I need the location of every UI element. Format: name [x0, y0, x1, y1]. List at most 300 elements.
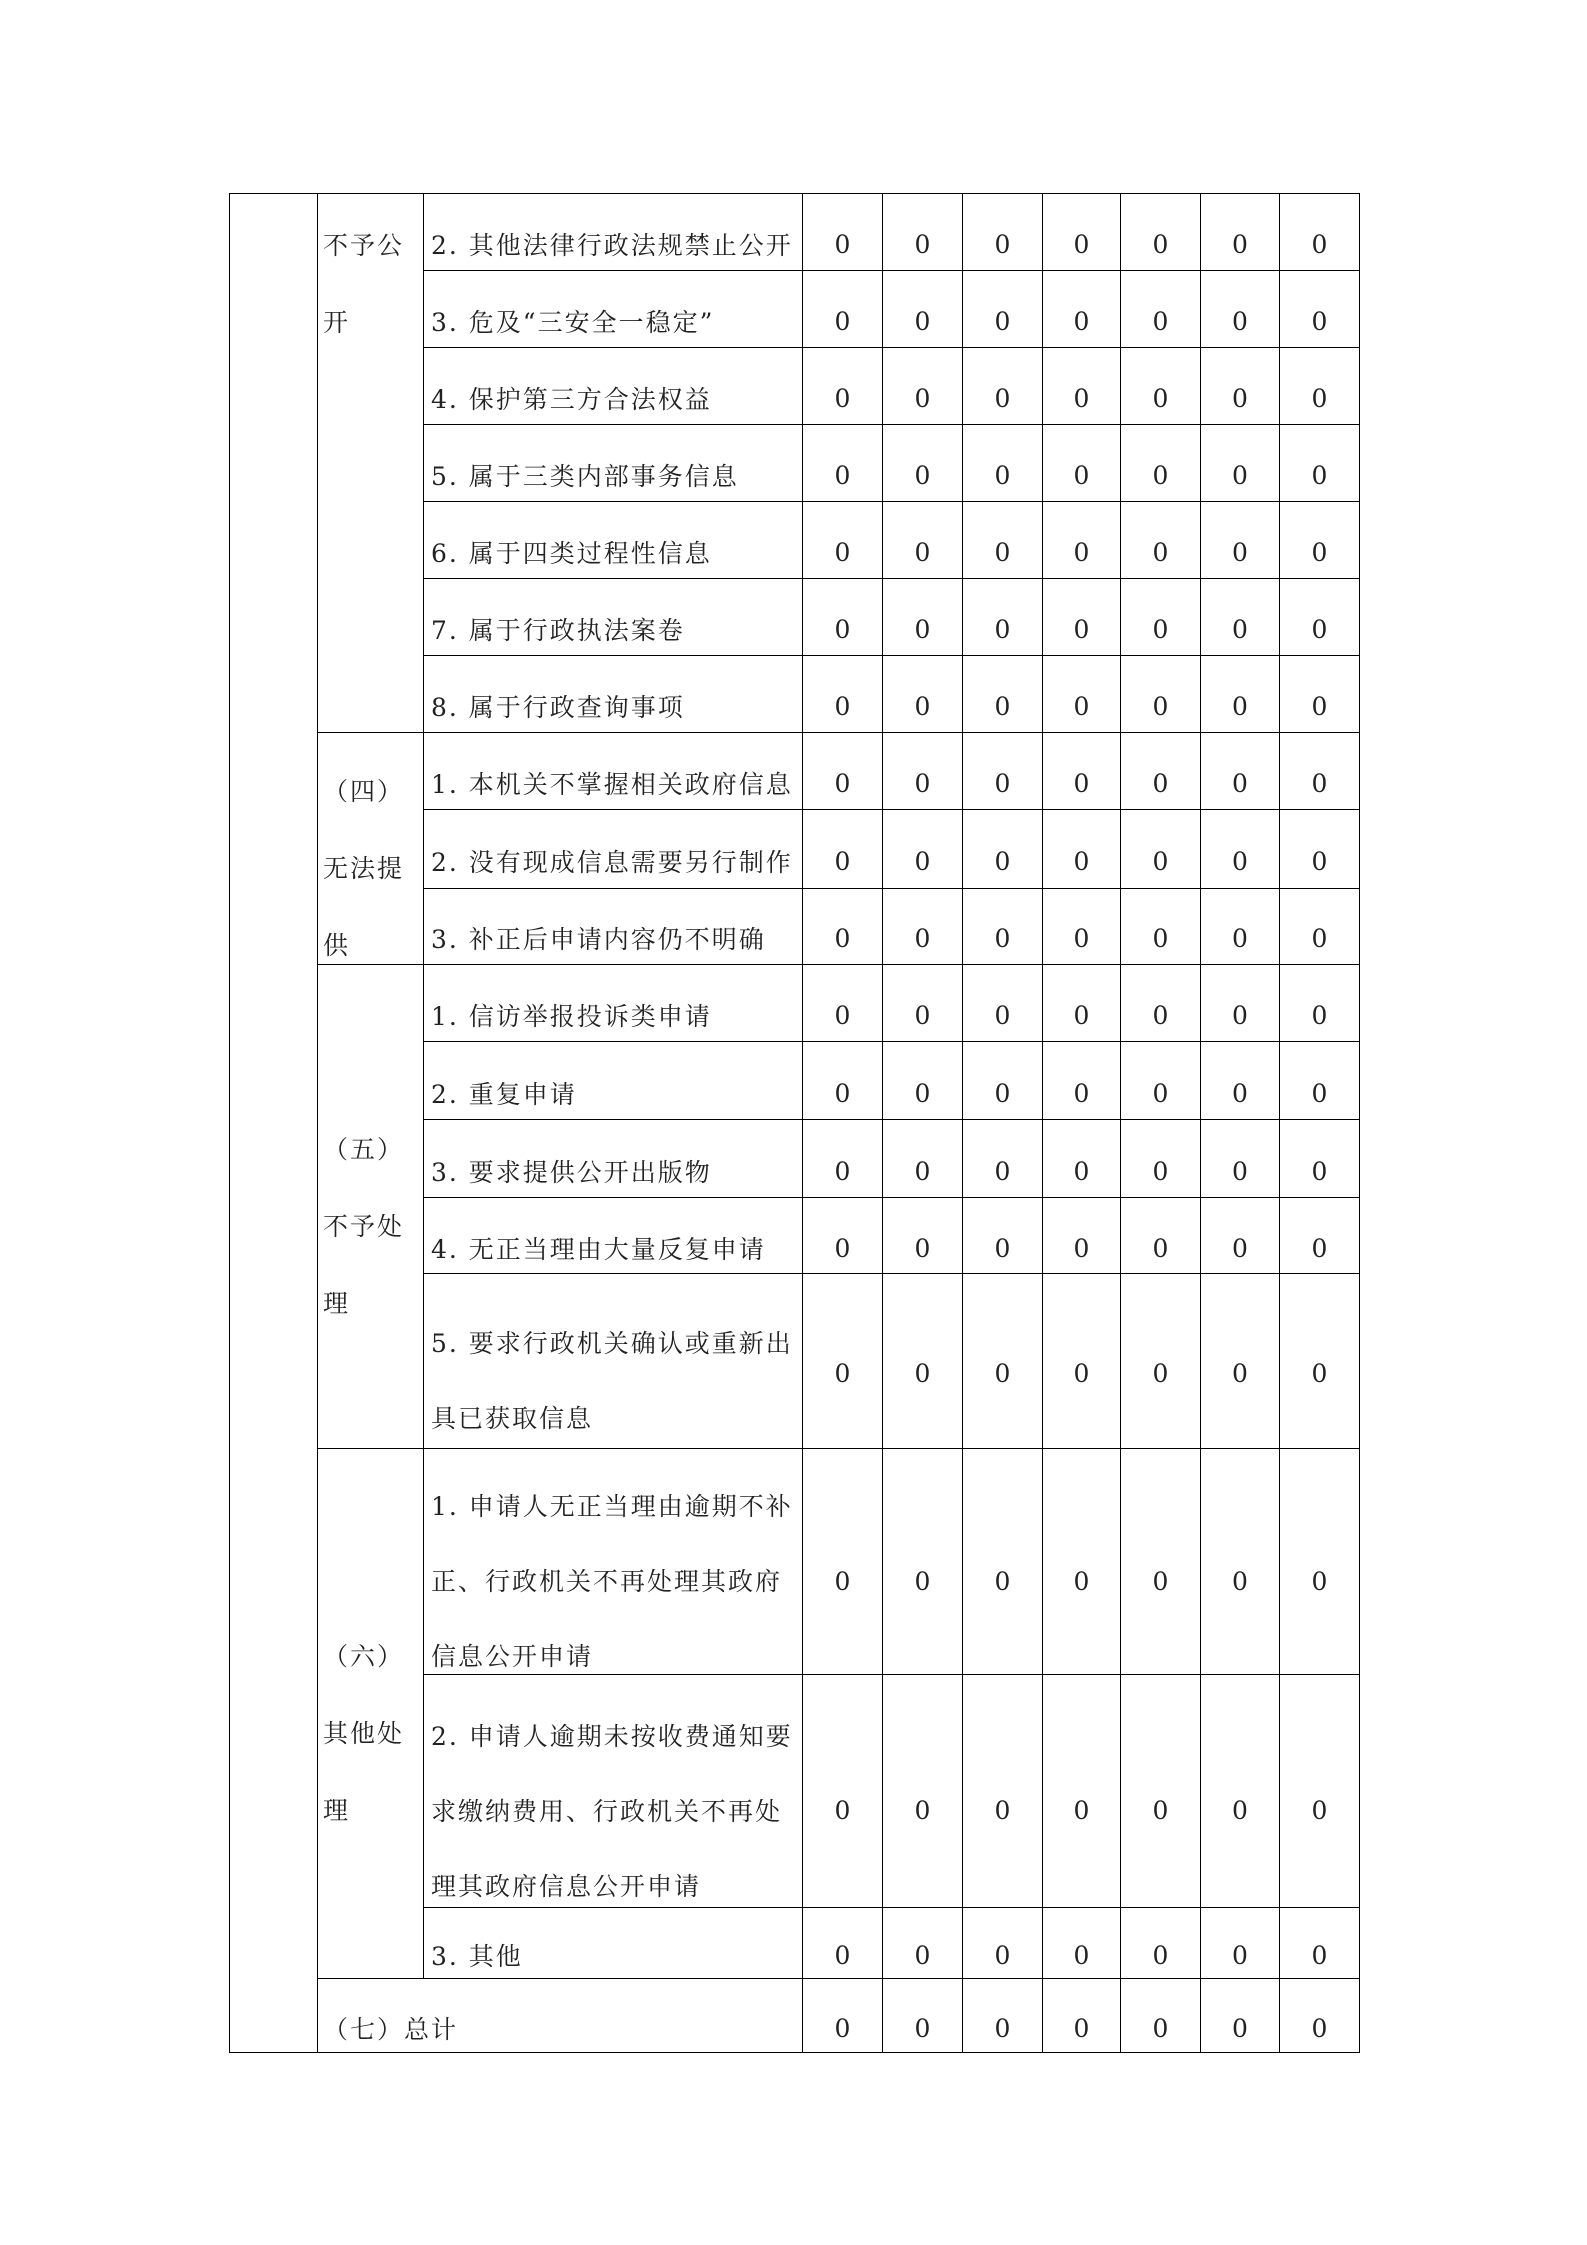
value-text: 0 — [1152, 692, 1169, 721]
value-cell — [963, 656, 1043, 733]
value-text: 0 — [1232, 1359, 1248, 1388]
value-text: 0 — [994, 769, 1011, 799]
value-cell — [803, 1274, 883, 1449]
value-text: 0 — [1232, 769, 1248, 799]
value-text: 0 — [1073, 692, 1090, 721]
value-cell — [1043, 502, 1121, 579]
value-text: 0 — [1073, 1359, 1090, 1388]
value-cell — [883, 1449, 963, 1675]
value-cell — [1043, 271, 1121, 348]
value-cell — [1280, 1120, 1360, 1198]
value-cell — [963, 1042, 1043, 1120]
value-cell — [883, 1908, 963, 1979]
table-row — [230, 1449, 1360, 1675]
value-cell — [1043, 1198, 1121, 1274]
group-label-cell — [318, 733, 424, 965]
value-cell — [1043, 965, 1121, 1042]
item-label-cell — [424, 579, 803, 656]
value-cell — [963, 1675, 1043, 1908]
value-text: 0 — [834, 2013, 851, 2043]
value-text: 0 — [1232, 461, 1248, 490]
value-cell — [1121, 1979, 1201, 2053]
value-text: 0 — [914, 1941, 931, 1970]
value-text: 0 — [994, 461, 1011, 490]
value-text: 0 — [1073, 924, 1090, 954]
value-text: 0 — [1152, 1359, 1169, 1388]
value-text: 0 — [994, 1156, 1011, 1186]
value-cell — [1201, 888, 1280, 964]
value-cell — [803, 888, 883, 964]
value-cell — [1121, 1908, 1201, 1979]
value-text: 0 — [1311, 384, 1328, 413]
group-label-line: （六） — [323, 1642, 405, 1671]
value-cell — [1043, 1120, 1121, 1198]
value-cell — [1201, 656, 1280, 733]
value-text: 0 — [914, 538, 931, 567]
value-text: 0 — [1152, 1796, 1169, 1825]
value-cell — [1121, 888, 1201, 964]
value-cell — [1043, 425, 1121, 502]
value-text: 0 — [1311, 538, 1328, 567]
value-text: 0 — [1311, 307, 1328, 336]
value-text: 0 — [994, 692, 1011, 721]
value-cell — [1201, 1449, 1280, 1675]
total-label-text: （七）总计 — [323, 2014, 459, 2044]
item-label-cell — [424, 1198, 803, 1274]
item-label-line: 3. 补正后申请内容仍不明确 — [431, 925, 766, 955]
value-cell — [1121, 1449, 1201, 1675]
value-text: 0 — [834, 230, 851, 259]
item-label-line: 1. 申请人无正当理由逾期不补 — [431, 1492, 793, 1521]
value-cell — [803, 1908, 883, 1979]
value-text: 0 — [1152, 384, 1169, 413]
value-text: 0 — [914, 769, 931, 799]
value-text: 0 — [834, 1001, 851, 1030]
group-label-cell — [318, 194, 424, 733]
value-cell — [1280, 1908, 1360, 1979]
value-text: 0 — [1232, 538, 1248, 567]
value-text: 0 — [1152, 2013, 1169, 2043]
value-cell — [1201, 733, 1280, 810]
table-row — [230, 194, 1360, 271]
value-text: 0 — [914, 615, 931, 644]
value-cell — [1280, 1675, 1360, 1908]
group-label-line: 供 — [323, 931, 351, 960]
value-cell — [1280, 1979, 1360, 2053]
item-label-cell — [424, 502, 803, 579]
value-text: 0 — [994, 1359, 1011, 1388]
value-text: 0 — [1152, 1156, 1169, 1186]
value-text: 0 — [1073, 846, 1090, 876]
value-cell — [883, 579, 963, 656]
value-cell — [803, 271, 883, 348]
value-text: 0 — [914, 1233, 931, 1263]
value-cell — [1280, 425, 1360, 502]
table-row — [230, 965, 1360, 1042]
value-text: 0 — [1232, 1078, 1248, 1108]
value-cell — [1043, 1042, 1121, 1120]
value-cell — [1280, 1042, 1360, 1120]
item-label-cell — [424, 810, 803, 888]
value-text: 0 — [994, 1078, 1011, 1108]
value-text: 0 — [1311, 230, 1328, 259]
value-text: 0 — [1232, 1796, 1248, 1825]
value-cell — [963, 1979, 1043, 2053]
item-label-cell — [424, 1042, 803, 1120]
value-text: 0 — [1232, 230, 1248, 259]
item-label-cell — [424, 1449, 803, 1675]
table-body — [230, 194, 1360, 2053]
value-cell — [1121, 1675, 1201, 1908]
value-cell — [1280, 810, 1360, 888]
value-cell — [963, 733, 1043, 810]
value-cell — [1121, 656, 1201, 733]
value-cell — [1280, 888, 1360, 964]
group-label-line: 理 — [323, 1796, 351, 1825]
value-text: 0 — [1073, 307, 1090, 336]
item-label-cell — [424, 1120, 803, 1198]
value-text: 0 — [994, 1001, 1011, 1030]
item-label-cell — [424, 1908, 803, 1979]
value-cell — [963, 579, 1043, 656]
value-cell — [963, 425, 1043, 502]
disclosure-statistics-table — [229, 193, 1360, 2053]
value-text: 0 — [834, 384, 851, 413]
value-cell — [1201, 271, 1280, 348]
value-text: 0 — [1073, 769, 1090, 799]
value-cell — [1280, 656, 1360, 733]
value-text: 0 — [994, 1796, 1011, 1825]
value-cell — [1043, 810, 1121, 888]
value-text: 0 — [834, 1156, 851, 1186]
value-cell — [1280, 579, 1360, 656]
value-cell — [1280, 1198, 1360, 1274]
value-cell — [883, 810, 963, 888]
value-cell — [1043, 888, 1121, 964]
value-text: 0 — [834, 846, 851, 876]
value-cell — [963, 1908, 1043, 1979]
item-label-line: 2. 重复申请 — [431, 1079, 577, 1109]
group-label-line: 其他处 — [323, 1719, 405, 1748]
value-cell — [883, 965, 963, 1042]
item-label-cell — [424, 348, 803, 425]
value-text: 0 — [834, 1941, 851, 1970]
value-text: 0 — [914, 1359, 931, 1388]
value-cell — [803, 1449, 883, 1675]
item-label-line: 4. 保护第三方合法权益 — [431, 385, 712, 414]
value-cell — [883, 1675, 963, 1908]
value-text: 0 — [1311, 461, 1328, 490]
value-text: 0 — [1232, 924, 1248, 954]
value-text: 0 — [1152, 461, 1169, 490]
value-text: 0 — [1073, 2013, 1090, 2043]
item-label-line: 2. 申请人逾期未按收费通知要 — [431, 1721, 793, 1751]
value-text: 0 — [1152, 1078, 1169, 1108]
value-cell — [883, 271, 963, 348]
value-text: 0 — [914, 230, 931, 259]
value-cell — [1280, 271, 1360, 348]
value-text: 0 — [1232, 1001, 1248, 1030]
value-cell — [963, 348, 1043, 425]
value-text: 0 — [834, 1796, 851, 1825]
value-cell — [1201, 1979, 1280, 2053]
value-text: 0 — [1232, 692, 1248, 721]
value-text: 0 — [1073, 1941, 1090, 1970]
value-text: 0 — [1152, 230, 1169, 259]
value-text: 0 — [1311, 1941, 1328, 1970]
item-label-cell — [424, 425, 803, 502]
value-text: 0 — [914, 692, 931, 721]
value-text: 0 — [1073, 1233, 1090, 1263]
item-label-line: 正、行政机关不再处理其政府 — [431, 1567, 783, 1596]
value-text: 0 — [994, 1566, 1011, 1596]
value-cell — [963, 1120, 1043, 1198]
value-cell — [1043, 348, 1121, 425]
value-cell — [963, 1274, 1043, 1449]
value-cell — [963, 271, 1043, 348]
value-cell — [1043, 194, 1121, 271]
value-text: 0 — [1232, 1156, 1248, 1186]
value-cell — [963, 1198, 1043, 1274]
value-cell — [803, 1120, 883, 1198]
value-cell — [1121, 965, 1201, 1042]
value-text: 0 — [914, 2013, 931, 2043]
value-text: 0 — [1073, 615, 1090, 644]
value-text: 0 — [1311, 1156, 1328, 1186]
value-text: 0 — [994, 846, 1011, 876]
total-label-cell — [318, 1979, 803, 2053]
value-text: 0 — [1232, 384, 1248, 413]
value-cell — [963, 965, 1043, 1042]
item-label-line: 具已获取信息 — [431, 1404, 594, 1433]
value-cell — [883, 1198, 963, 1274]
value-cell — [1201, 810, 1280, 888]
value-text: 0 — [834, 1233, 851, 1263]
value-cell — [1121, 271, 1201, 348]
value-cell — [1201, 1042, 1280, 1120]
group-label-line: 理 — [323, 1289, 351, 1318]
item-label-line: 1. 信访举报投诉类申请 — [431, 1002, 712, 1031]
value-text: 0 — [1073, 230, 1090, 259]
value-text: 0 — [1311, 1233, 1328, 1263]
value-text: 0 — [1311, 1566, 1328, 1596]
value-text: 0 — [1311, 1078, 1328, 1108]
total-row — [230, 1979, 1360, 2053]
value-cell — [1280, 348, 1360, 425]
value-cell — [1201, 1274, 1280, 1449]
value-text: 0 — [834, 1359, 851, 1388]
value-text: 0 — [1232, 615, 1248, 644]
item-label-line: 信息公开申请 — [431, 1642, 594, 1671]
value-text: 0 — [1311, 1796, 1328, 1825]
group-label-line: 开 — [323, 308, 351, 337]
value-text: 0 — [1152, 846, 1169, 876]
value-text: 0 — [1152, 615, 1169, 644]
value-cell — [1201, 965, 1280, 1042]
value-cell — [1201, 348, 1280, 425]
value-text: 0 — [1152, 1941, 1169, 1970]
value-text: 0 — [994, 538, 1011, 567]
value-cell — [1280, 194, 1360, 271]
value-cell — [1121, 810, 1201, 888]
value-cell — [1201, 1120, 1280, 1198]
item-label-line: 7. 属于行政执法案卷 — [431, 616, 685, 645]
value-text: 0 — [1232, 1566, 1248, 1596]
value-text: 0 — [994, 230, 1011, 259]
category-column-empty — [230, 194, 318, 2053]
value-text: 0 — [1232, 307, 1248, 336]
value-cell — [1043, 1908, 1121, 1979]
value-text: 0 — [834, 461, 851, 490]
value-cell — [1280, 1274, 1360, 1449]
value-text: 0 — [1232, 846, 1248, 876]
value-text: 0 — [914, 1566, 931, 1596]
value-text: 0 — [1311, 1001, 1328, 1030]
value-cell — [963, 888, 1043, 964]
value-cell — [1121, 1120, 1201, 1198]
value-cell — [883, 1042, 963, 1120]
value-text: 0 — [834, 1566, 851, 1596]
item-label-cell — [424, 656, 803, 733]
value-cell — [803, 733, 883, 810]
item-label-cell — [424, 733, 803, 810]
value-cell — [1043, 1979, 1121, 2053]
group-label-line: 不予处 — [323, 1212, 405, 1241]
value-text: 0 — [1152, 769, 1169, 799]
value-cell — [1043, 579, 1121, 656]
value-text: 0 — [1073, 461, 1090, 490]
value-cell — [883, 348, 963, 425]
value-cell — [963, 810, 1043, 888]
group-label-line: （五） — [323, 1135, 405, 1164]
value-cell — [883, 1274, 963, 1449]
item-label-line: 求缴纳费用、行政机关不再处 — [431, 1796, 783, 1826]
group-label-line: 不予公 — [323, 231, 405, 260]
value-text: 0 — [914, 1156, 931, 1186]
value-text: 0 — [834, 924, 851, 954]
value-cell — [883, 888, 963, 964]
value-text: 0 — [914, 384, 931, 413]
value-text: 0 — [1232, 2013, 1248, 2043]
value-cell — [1043, 1449, 1121, 1675]
value-cell — [1121, 1274, 1201, 1449]
value-text: 0 — [1232, 1941, 1248, 1970]
value-text: 0 — [834, 1078, 851, 1108]
value-text: 0 — [834, 692, 851, 721]
value-cell — [803, 1042, 883, 1120]
value-text: 0 — [994, 2013, 1011, 2043]
item-label-cell — [424, 1675, 803, 1908]
value-text: 0 — [1073, 1078, 1090, 1108]
value-cell — [803, 1198, 883, 1274]
value-text: 0 — [1311, 2013, 1328, 2043]
value-cell — [963, 502, 1043, 579]
item-label-line: 3. 要求提供公开出版物 — [431, 1157, 712, 1187]
value-text: 0 — [1152, 1566, 1169, 1596]
value-cell — [1201, 425, 1280, 502]
value-text: 0 — [914, 1078, 931, 1108]
value-text: 0 — [914, 461, 931, 490]
value-text: 0 — [1152, 538, 1169, 567]
item-label-line: 理其政府信息公开申请 — [431, 1871, 702, 1901]
value-text: 0 — [1073, 1156, 1090, 1186]
value-cell — [883, 733, 963, 810]
item-label-line: 2. 其他法律行政法规禁止公开 — [431, 231, 793, 260]
value-text: 0 — [1152, 924, 1169, 954]
value-cell — [883, 502, 963, 579]
value-text: 0 — [834, 769, 851, 799]
value-cell — [803, 810, 883, 888]
value-text: 0 — [914, 1001, 931, 1030]
value-cell — [803, 965, 883, 1042]
value-cell — [1121, 348, 1201, 425]
value-cell — [1121, 502, 1201, 579]
value-text: 0 — [1073, 538, 1090, 567]
value-cell — [803, 194, 883, 271]
value-cell — [803, 1675, 883, 1908]
value-cell — [1201, 1198, 1280, 1274]
item-label-line: 4. 无正当理由大量反复申请 — [431, 1234, 766, 1264]
value-cell — [963, 194, 1043, 271]
item-label-line: 6. 属于四类过程性信息 — [431, 539, 712, 568]
value-text: 0 — [914, 307, 931, 336]
value-cell — [1280, 502, 1360, 579]
value-text: 0 — [834, 538, 851, 567]
group-label-cell — [318, 1449, 424, 1979]
item-label-cell — [424, 271, 803, 348]
value-text: 0 — [994, 1233, 1011, 1263]
value-text: 0 — [1311, 1359, 1328, 1388]
value-cell — [1201, 194, 1280, 271]
value-cell — [803, 425, 883, 502]
value-text: 0 — [914, 924, 931, 954]
item-label-line: 1. 本机关不掌握相关政府信息 — [431, 770, 793, 800]
value-text: 0 — [1073, 384, 1090, 413]
value-cell — [883, 656, 963, 733]
value-text: 0 — [994, 307, 1011, 336]
value-cell — [1043, 1274, 1121, 1449]
value-cell — [883, 194, 963, 271]
item-label-cell — [424, 194, 803, 271]
value-cell — [1201, 502, 1280, 579]
item-label-cell — [424, 888, 803, 964]
value-cell — [1280, 1449, 1360, 1675]
value-text: 0 — [914, 846, 931, 876]
value-cell — [1121, 194, 1201, 271]
value-text: 0 — [1073, 1566, 1090, 1596]
item-label-line: 3. 其他 — [431, 1942, 523, 1971]
value-cell — [883, 1979, 963, 2053]
value-cell — [1121, 733, 1201, 810]
value-text: 0 — [994, 384, 1011, 413]
value-cell — [1280, 733, 1360, 810]
value-cell — [883, 425, 963, 502]
value-cell — [1043, 656, 1121, 733]
value-cell — [803, 502, 883, 579]
value-cell — [1121, 1042, 1201, 1120]
value-text: 0 — [834, 615, 851, 644]
item-label-cell — [424, 1274, 803, 1449]
value-cell — [1043, 733, 1121, 810]
value-cell — [1280, 965, 1360, 1042]
value-text: 0 — [1152, 307, 1169, 336]
value-cell — [963, 1449, 1043, 1675]
group-label-line: （四） — [323, 777, 405, 806]
value-text: 0 — [1311, 769, 1328, 799]
group-label-cell — [318, 965, 424, 1449]
table-row — [230, 733, 1360, 810]
value-cell — [803, 656, 883, 733]
